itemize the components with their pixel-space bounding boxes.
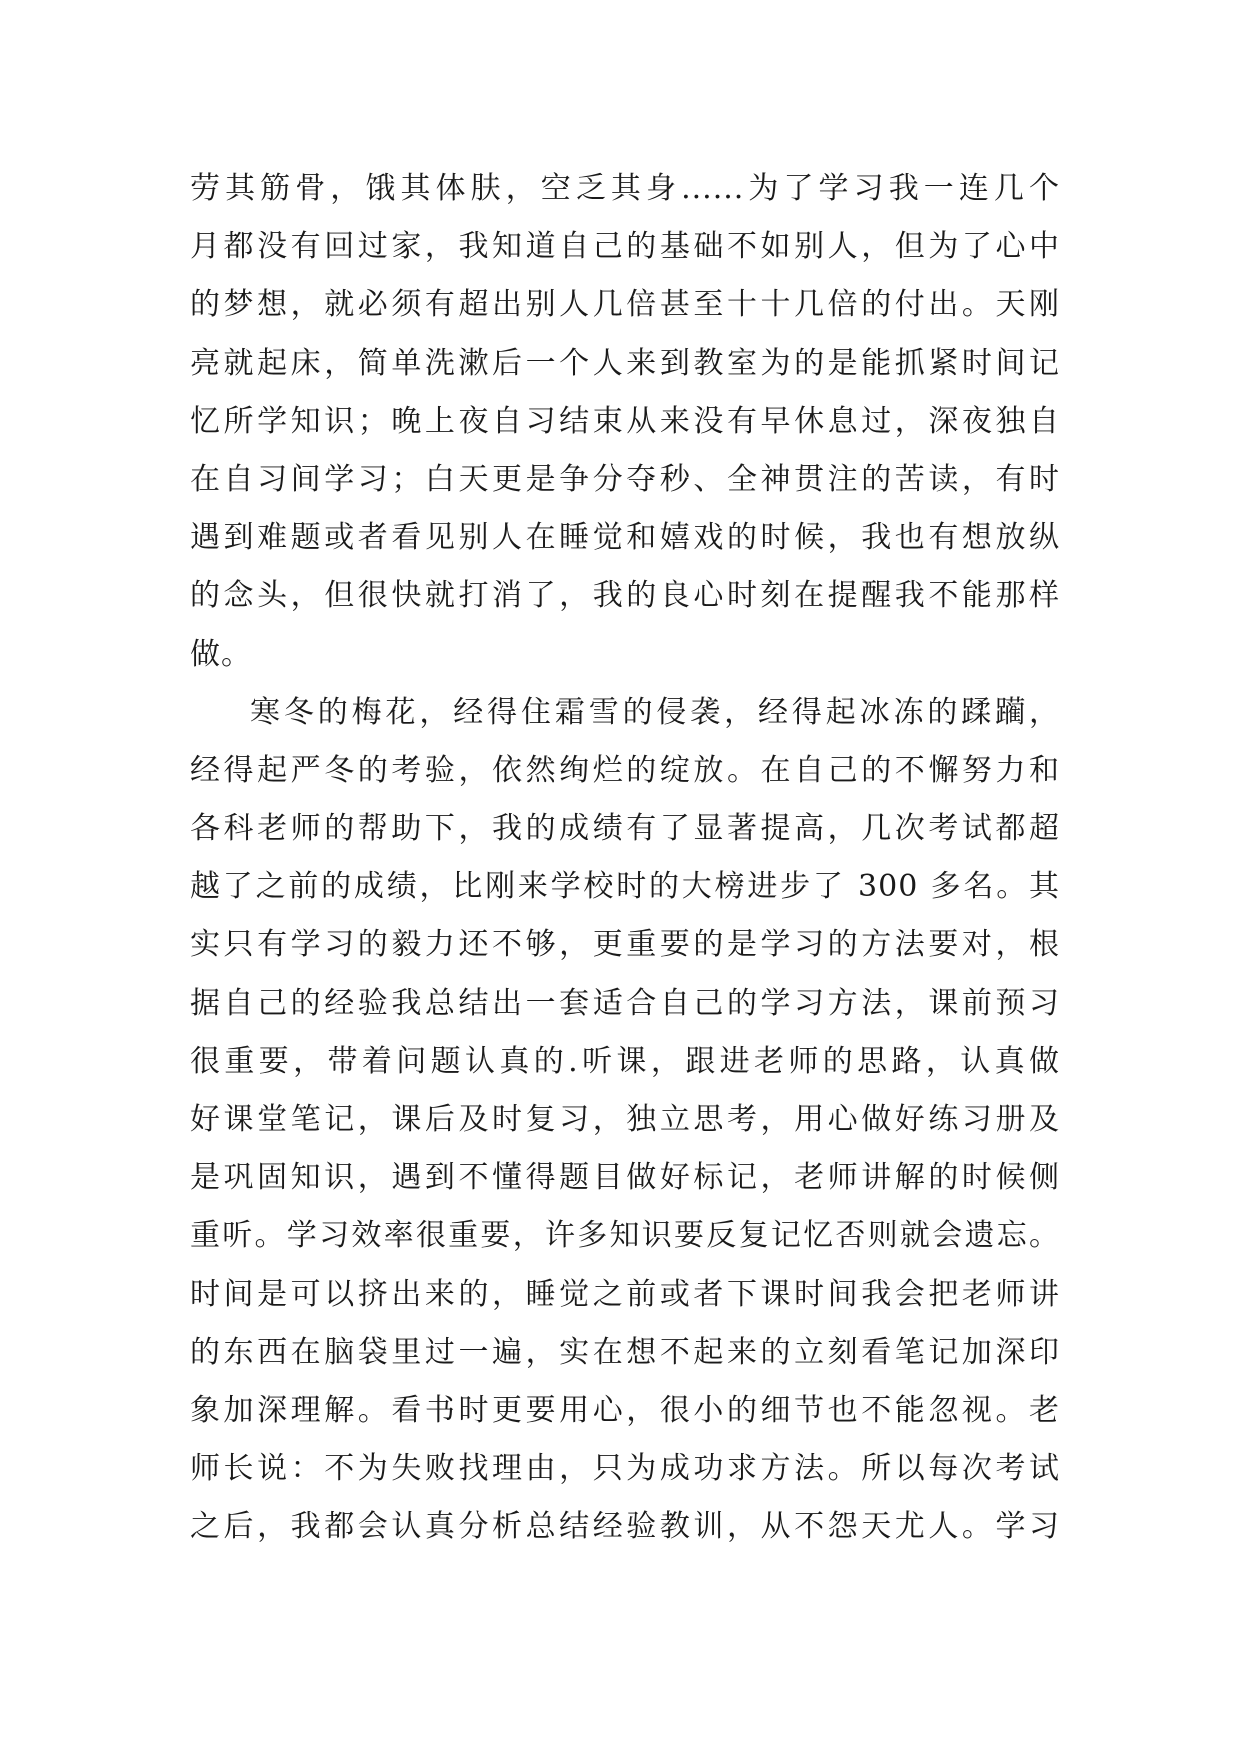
- text-line: 经得起严冬的考验，依然绚烂的绽放。在自己的不懈努力和: [190, 752, 1060, 788]
- text-line: 遇到难题或者看见别人在睡觉和嬉戏的时候，我也有想放纵: [190, 520, 1060, 556]
- text-line: 师长说：不为失败找理由，只为成功求方法。所以每次考试: [190, 1451, 1060, 1487]
- text-line: 据自己的经验我总结出一套适合自己的学习方法，课前预习: [190, 985, 1060, 1021]
- text-line: 的梦想，就必须有超出别人几倍甚至十十几倍的付出。天刚: [190, 287, 1060, 323]
- text-line: 是巩固知识，遇到不懂得题目做好标记，老师讲解的时候侧: [190, 1160, 1060, 1196]
- text-line: 劳其筋骨，饿其体肤，空乏其身......为了学习我一连几个: [190, 171, 1060, 206]
- text-line: 做。: [190, 636, 252, 672]
- text-line: 重听。学习效率很重要，许多知识要反复记忆否则就会遗忘。: [190, 1218, 1060, 1254]
- text-line: 月都没有回过家，我知道自己的基础不如别人，但为了心中: [190, 229, 1060, 265]
- text-line: 的念头，但很快就打消了，我的良心时刻在提醒我不能那样: [190, 578, 1060, 614]
- text-line: 忆所学知识；晚上夜自习结束从来没有早休息过，深夜独自: [190, 403, 1060, 439]
- text-line: 的东西在脑袋里过一遍，实在想不起来的立刻看笔记加深印: [190, 1334, 1060, 1370]
- text-line: 实只有学习的毅力还不够，更重要的是学习的方法要对，根: [190, 927, 1060, 963]
- text-line: 越了之前的成绩，比刚来学校时的大榜进步了 300 多名。其: [190, 869, 1060, 905]
- body-text: [190, 160, 1060, 1557]
- text-line: 之后，我都会认真分析总结经验教训，从不怨天尤人。学习: [190, 1509, 1060, 1545]
- text-line: 很重要，带着问题认真的.听课，跟进老师的思路，认真做: [190, 1043, 1060, 1079]
- text-line: 亮就起床，简单洗漱后一个人来到教室为的是能抓紧时间记: [190, 345, 1060, 381]
- text-line: 时间是可以挤出来的，睡觉之前或者下课时间我会把老师讲: [190, 1276, 1060, 1312]
- text-line: 好课堂笔记，课后及时复习，独立思考，用心做好练习册及: [190, 1102, 1060, 1137]
- paragraph-first-line: 寒冬的梅花，经得住霜雪的侵袭，经得起冰冻的蹂躏，: [250, 694, 1060, 730]
- text-line: 象加深理解。看书时更要用心，很小的细节也不能忽视。老: [190, 1392, 1060, 1428]
- text-line: 各科老师的帮助下，我的成绩有了显著提高，几次考试都超: [190, 811, 1060, 847]
- text-line: 在自习间学习；白天更是争分夺秒、全神贯注的苦读，有时: [190, 461, 1060, 497]
